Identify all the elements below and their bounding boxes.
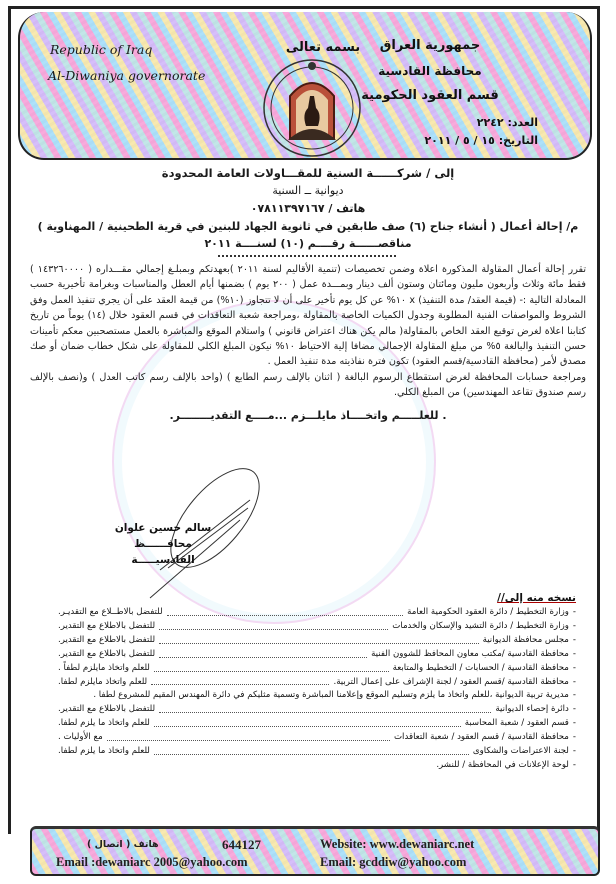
recipient-name: مديرية تربية الديوانية ،للعلم واتخاذ ما يلزم وتسليم الموقع وإعلامنا المباشرة وتسمية مثليكم في دائرة المهندس المقيم للمشروع لطفا .	[93, 690, 569, 701]
addressee-phone: هاتف / ٠٧٨١١٣٩٧١٦٧	[250, 202, 366, 215]
closing-line: . للعلـــــم واتخــــاذ مايلـــزم ...مــــع التقديــــــــر.	[169, 409, 447, 422]
number-value: ٢٢٤٢	[476, 116, 504, 129]
body-paragraph	[30, 262, 586, 401]
copy-recipient	[58, 620, 576, 634]
list-bullet: -	[572, 718, 576, 729]
website-link[interactable]: Website: www.dewaniarc.net	[320, 837, 475, 851]
recipient-note: للتفضل بالاطلاع مع التقدير.	[58, 648, 156, 659]
recipient-note: للعلم واتخاذ ما يلزم لطفا.	[58, 718, 150, 729]
copy-recipient	[58, 676, 576, 690]
copy-recipient	[58, 703, 576, 717]
list-bullet: -	[572, 676, 576, 687]
recipient-note: مع الأوليات .	[58, 732, 103, 743]
dotted-leader	[167, 606, 404, 616]
copy-recipient	[58, 731, 576, 745]
recipient-note: للتفضل بالاطــلاع مع التقديـر.	[58, 607, 163, 617]
list-bullet: -	[572, 662, 576, 673]
email-primary: Email :dewaniarc 2005@yahoo.com	[56, 855, 248, 869]
copy-recipient	[58, 759, 576, 773]
recipient-name: محافظة القادسية / قسم العقود / شعبة التعاقدات	[393, 732, 569, 743]
letterhead	[18, 12, 592, 160]
recipient-name: وزارة التخطيط / دائرة التشيد والإسكان والخدمات	[392, 620, 569, 631]
dotted-leader	[159, 634, 479, 644]
fees-paragraph: ومراجعة حسابات المحافظة لغرض استقطاع الرسوم البالغة ( اثنان بالإلف رسم الطابع ) (واحد بالإلف رسم كاتب العدل ) و(نصف بالإلف رسم صندوق تقاعد المهندسين) من المبلغ الكلي.	[30, 371, 586, 399]
recipient-note: للتفضل بالاطلاع مع التقدير.	[58, 634, 156, 645]
list-bullet: -	[572, 704, 576, 715]
recipient-name: لجنة الاعتراضات والشكاوى	[472, 746, 569, 757]
signature-block	[108, 520, 218, 568]
list-bullet: -	[572, 732, 576, 743]
recipient-name: محافظة القادسية /قسم العقود / لجنة الإشراف على إعمال التربية.	[333, 676, 569, 687]
copy-recipient	[58, 662, 576, 676]
signatory-name: سالم حسين علوان	[114, 522, 212, 534]
recipient-note: للعلم واتخاذ ما يلزم لطفا.	[58, 746, 150, 757]
recipient-note: للعلم واتخاذ مايلزم لطفا.	[58, 676, 148, 687]
list-bullet: -	[572, 620, 576, 631]
list-bullet: -	[572, 746, 576, 757]
copy-recipient	[58, 717, 576, 731]
recipient-name: محافظة القادسية / الحسابات / التخطيط والمتابعة	[392, 662, 569, 673]
recipient-note: للعلم واتخاذ مايلزم لطفاً .	[58, 662, 150, 673]
dotted-leader	[159, 703, 491, 713]
list-bullet: -	[572, 634, 576, 645]
recipient-name: لوحة الإعلانات في المحافظة / للنشر.	[436, 759, 569, 770]
date-label: التاريخ:	[498, 134, 538, 147]
recipient-note: للتفضل بالاطلاع مع التقدير.	[58, 704, 156, 715]
list-bullet: -	[572, 648, 576, 659]
country-name: جمهورية العراق	[379, 38, 481, 53]
english-subtitle: Al-Diwaniya governorate	[48, 68, 206, 83]
reference-number	[477, 116, 538, 129]
dotted-leader	[154, 717, 461, 727]
recipient-name: محافظة القادسية /مكتب معاون المحافظ للشوون الفنية	[371, 648, 569, 659]
email-secondary[interactable]: Email: gcddiw@yahoo.com	[320, 855, 467, 869]
copy-recipient	[58, 689, 576, 703]
main-paragraph: تقرر إحالة أعمال المقاولة المذكورة اعلاة وضمن تخصيصات (تنمية الأقاليم لسنة ٢٠١١ )بعهدتكم وبمبلـغ إجمالي مقـــداره ( ١٤٣٢٦٠٠٠٠ ) فقط مائة وثلاث وأربعون مليون ومائتان وستون ألف دينار وبمـــدة عمل ( ٢٠٠ يوم ) بضمنها أيام العطل والمناسبات وبغرامة تأخيرية حسب المعادلة التالية :- (قيمة العقد/ مدة التنفيذ) x ١٠% عن كل يوم تأخير على أن لا تتجاوز (١٠%) من قيمة العقد على أن يجري تنفيذ العمل وفق الشروط والمواصفات الفنية المطلوبة وجدول الكميات الخاصة بالمقاولة ،ومراجعة شعبة التعاقدات في قسم العقود خلال (١٤) يوماً من تاريخ كتابنا اعلاة لغرض توقيع العقد الخاص بالمقاولة( مالم يكن هناك اعتراض قانوني ) واستلام الموقع والمباشرة بالعمل مستصحبين معكم تأمينات حسن التنفيذ والبالغة ٥% من مبلغ المقاولة الإجمالي مضافا إلية الاحتياط ١٠% نيكون المبلغ الكلي للمقاولة على شكل خطاب ضمان أو صك مصدق لأمر (محافظة القادسية/قسم العقود) تكون فترة نفاذيته مدة تنفيذ العمل .	[30, 264, 587, 368]
dotted-separator	[218, 255, 396, 257]
recipient-note: للتفضل بالاطلاع مع التقدير.	[58, 620, 156, 631]
reference-date	[424, 134, 538, 147]
list-bullet: -	[572, 759, 576, 770]
dotted-leader	[159, 620, 388, 630]
copies-list	[58, 606, 576, 773]
dotted-leader	[154, 662, 389, 672]
copy-recipient	[58, 634, 576, 648]
phone-label: هاتف ( اتصال )	[87, 839, 159, 850]
signatory-title: محافــــــظ القادسيـــــة	[131, 538, 195, 566]
copies-heading: نسخه منه إلى//	[497, 592, 576, 604]
dotted-leader	[154, 745, 469, 755]
recipient-name: دائرة إحصاء الديوانية	[495, 704, 569, 715]
dotted-leader	[159, 648, 367, 658]
recipient-name: قسم العقود / شعبة المحاسبة	[464, 718, 569, 729]
tender-number: مناقصــــــة رقــــم (١٠) لسنــــة ٢٠١١	[204, 237, 412, 250]
number-label: العدد:	[507, 116, 538, 129]
english-title: Republic of Iraq	[50, 42, 153, 57]
addressee-company: إلى / شركــــــة السنية للمقـــاولات العامة المحدودة	[161, 166, 455, 180]
list-bullet: -	[572, 690, 576, 701]
copy-recipient	[58, 606, 576, 620]
department-name: قسم العقود الحكومية	[361, 88, 499, 103]
copy-recipient	[58, 745, 576, 759]
phone-number: 644127	[222, 837, 261, 852]
governorate-name: محافظة القادسية	[378, 64, 482, 78]
copy-recipient	[58, 648, 576, 662]
recipient-name: مجلس محافظة الديوانية	[482, 634, 569, 645]
basmala: بسمه تعالى	[285, 40, 361, 55]
recipient-name: وزارة التخطيط / دائرة العقود الحكومية العامة	[407, 607, 569, 617]
dotted-leader	[151, 676, 329, 686]
list-bullet: -	[572, 607, 576, 617]
date-value: ١٥ / ٥ / ٢٠١١	[424, 134, 495, 147]
footer-band	[30, 826, 600, 876]
addressee-location: ديوانية ــ السنية	[272, 184, 344, 197]
dotted-leader	[107, 731, 390, 741]
subject-line: م/ إحالة أعمال ( أنشاء جناح (٦) صف طابقين في ثانوية الجهاد للبنين في قرية الطحينية / المهناوية )	[37, 220, 579, 233]
